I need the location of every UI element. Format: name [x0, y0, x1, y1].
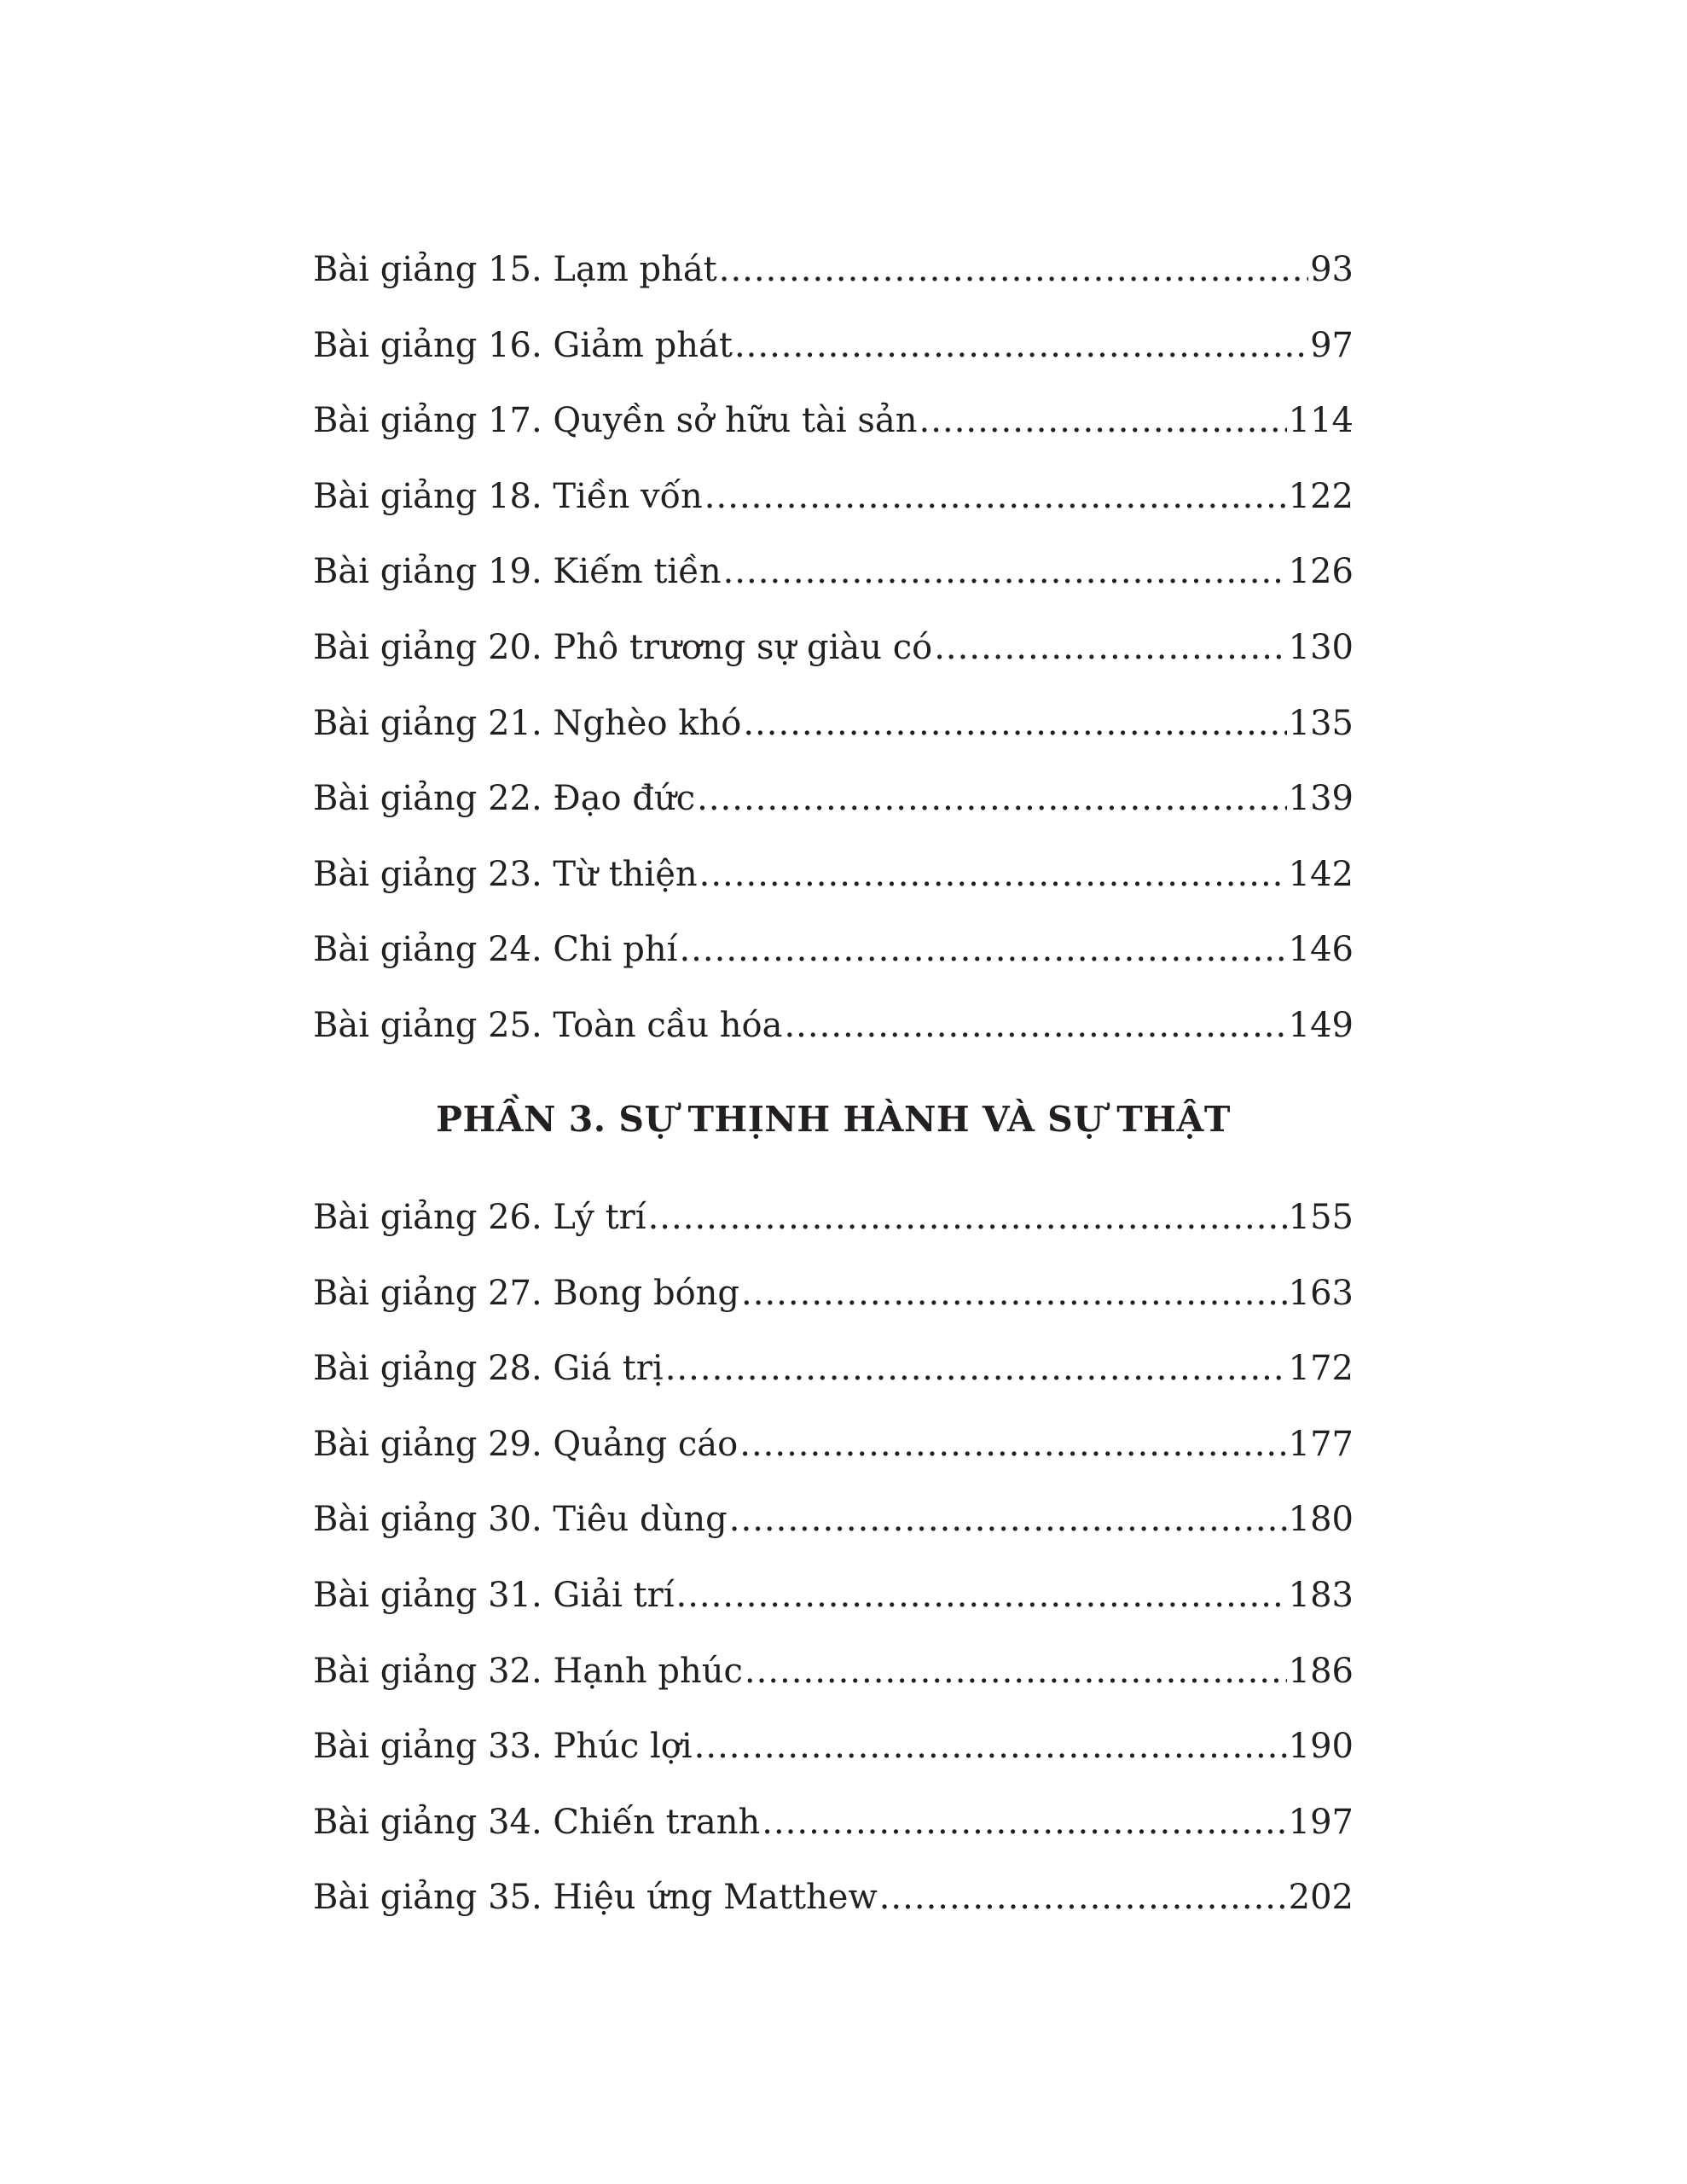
toc-dot-leader — [694, 1709, 1287, 1785]
toc-dot-leader — [919, 383, 1287, 459]
toc-entry-title: Bài giảng 31. Giải trí — [313, 1575, 675, 1615]
toc-entry-title: Bài giảng 35. Hiệu ứng Matthew — [313, 1878, 878, 1918]
toc-entry-title: Bài giảng 20. Phô trương sự giàu có — [313, 627, 933, 667]
toc-list-part-3 — [313, 1180, 1354, 1936]
toc-dot-leader — [784, 988, 1286, 1064]
toc-entry-page: 97 — [1310, 325, 1354, 365]
toc-dot-leader — [729, 1482, 1287, 1558]
part-3-heading: PHẦN 3. SỰ THỊNH HÀNH VÀ SỰ THẬT — [436, 1099, 1231, 1140]
toc-dot-leader — [719, 232, 1308, 308]
toc-entry[interactable] — [313, 761, 1354, 837]
toc-entry-title: Bài giảng 21. Nghèo khó — [313, 703, 742, 743]
toc-entry[interactable] — [313, 1256, 1354, 1332]
toc-entry-page: 126 — [1288, 552, 1354, 592]
toc-entry-page: 149 — [1288, 1005, 1354, 1045]
toc-entry-title: Bài giảng 27. Bong bóng — [313, 1273, 740, 1313]
toc-entry-page: 180 — [1288, 1500, 1354, 1540]
toc-dot-leader — [676, 1558, 1287, 1634]
toc-entry-page: 93 — [1310, 250, 1354, 289]
toc-entry-page: 155 — [1288, 1198, 1354, 1237]
toc-entry-title: Bài giảng 16. Giảm phát — [313, 325, 733, 365]
toc-entry-page: 146 — [1288, 930, 1354, 970]
toc-dot-leader — [723, 534, 1287, 610]
toc-entry-page: 135 — [1288, 703, 1354, 743]
toc-entry-title: Bài giảng 29. Quảng cáo — [313, 1424, 739, 1464]
toc-list-part-2 — [313, 232, 1354, 1064]
toc-entry-title: Bài giảng 30. Tiêu dùng — [313, 1500, 728, 1540]
toc-entry-page: 139 — [1288, 779, 1354, 819]
toc-entry-page: 172 — [1288, 1349, 1354, 1389]
toc-entry[interactable] — [313, 459, 1354, 535]
toc-entry[interactable] — [313, 1331, 1354, 1407]
toc-entry-page: 190 — [1288, 1727, 1354, 1767]
toc-entry[interactable] — [313, 534, 1354, 610]
toc-dot-leader — [697, 761, 1287, 837]
toc-entry[interactable] — [313, 610, 1354, 686]
toc-entry[interactable] — [313, 1785, 1354, 1861]
toc-entry[interactable] — [313, 232, 1354, 308]
toc-entry[interactable] — [313, 1482, 1354, 1558]
toc-dot-leader — [743, 686, 1286, 762]
toc-entry-title: Bài giảng 15. Lạm phát — [313, 250, 717, 289]
toc-dot-leader — [704, 459, 1287, 535]
toc-dot-leader — [741, 1256, 1287, 1332]
toc-entry-page: 114 — [1288, 401, 1354, 441]
toc-entry[interactable] — [313, 1558, 1354, 1634]
toc-entry-title: Bài giảng 26. Lý trí — [313, 1198, 646, 1237]
toc-dot-leader — [762, 1785, 1286, 1861]
toc-entry-title: Bài giảng 33. Phúc lợi — [313, 1727, 693, 1767]
toc-entry[interactable] — [313, 1860, 1354, 1936]
toc-dot-leader — [734, 308, 1308, 384]
toc-entry-title: Bài giảng 23. Từ thiện — [313, 854, 698, 894]
toc-entry[interactable] — [313, 1407, 1354, 1483]
toc-dot-leader — [739, 1407, 1286, 1483]
toc-entry[interactable] — [313, 912, 1354, 988]
toc-entry-title: Bài giảng 19. Kiếm tiền — [313, 552, 722, 592]
toc-entry-page: 186 — [1288, 1651, 1354, 1691]
toc-dot-leader — [934, 610, 1286, 686]
toc-entry-title: Bài giảng 25. Toàn cầu hóa — [313, 1005, 783, 1045]
toc-entry-page: 163 — [1288, 1273, 1354, 1313]
toc-dot-leader — [665, 1331, 1287, 1407]
toc-entry-page: 177 — [1288, 1424, 1354, 1464]
toc-entry[interactable] — [313, 837, 1354, 913]
toc-entry-title: Bài giảng 17. Quyền sở hữu tài sản — [313, 401, 918, 441]
toc-dot-leader — [699, 837, 1287, 913]
toc-entry-title: Bài giảng 24. Chi phí — [313, 930, 678, 970]
toc-entry-title: Bài giảng 32. Hạnh phúc — [313, 1651, 743, 1691]
toc-entry[interactable] — [313, 308, 1354, 384]
toc-entry[interactable] — [313, 686, 1354, 762]
toc-entry-page: 202 — [1288, 1878, 1354, 1918]
toc-dot-leader — [745, 1634, 1287, 1710]
toc-entry-title: Bài giảng 28. Giá trị — [313, 1349, 664, 1389]
toc-entry-title: Bài giảng 18. Tiền vốn — [313, 476, 703, 516]
toc-entry-page: 122 — [1288, 476, 1354, 516]
toc-entry-page: 197 — [1288, 1802, 1354, 1842]
toc-dot-leader — [879, 1860, 1287, 1936]
toc-entry-page: 130 — [1288, 627, 1354, 667]
toc-entry-title: Bài giảng 22. Đạo đức — [313, 779, 696, 819]
toc-dot-leader — [648, 1180, 1287, 1256]
toc-dot-leader — [679, 912, 1286, 988]
toc-entry[interactable] — [313, 988, 1354, 1064]
toc-entry[interactable] — [313, 383, 1354, 459]
toc-entry-page: 142 — [1288, 854, 1354, 894]
toc-entry[interactable] — [313, 1180, 1354, 1256]
toc-entry-title: Bài giảng 34. Chiến tranh — [313, 1802, 761, 1842]
toc-entry[interactable] — [313, 1709, 1354, 1785]
toc-entry-page: 183 — [1288, 1575, 1354, 1615]
toc-entry[interactable] — [313, 1634, 1354, 1710]
